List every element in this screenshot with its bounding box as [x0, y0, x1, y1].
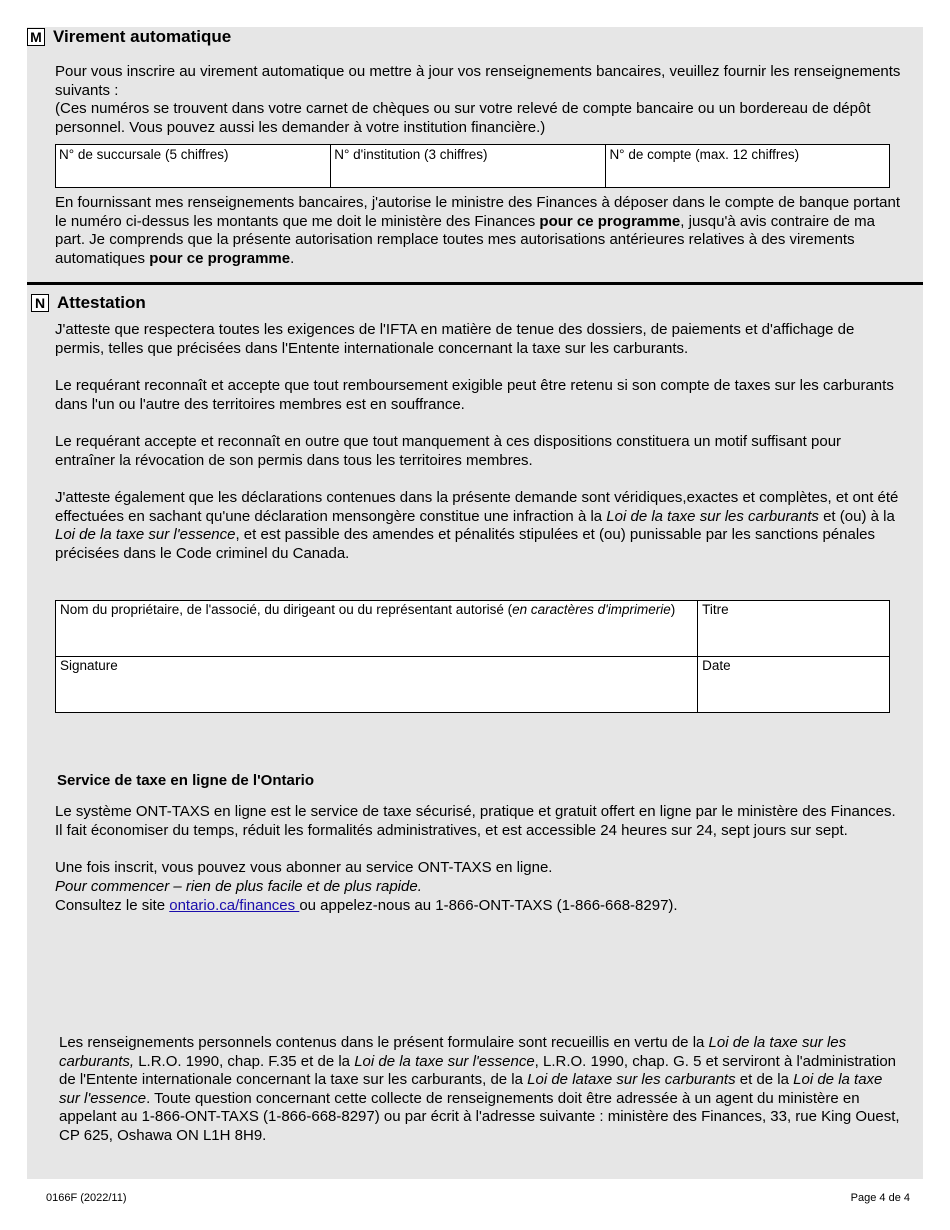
auth-bold-2: pour ce programme [149, 249, 291, 267]
privacy-text-b: L.R.O. 1990, chap. F.35 et de la [134, 1052, 355, 1070]
ontario-finances-link[interactable]: ontario.ca/finances [169, 897, 300, 914]
attestation-paragraph-4 [55, 489, 905, 563]
p4-italic-2: Loi de la taxe sur l'essence [55, 526, 236, 543]
attestation-paragraph-3: Le requérant accepte et reconnaît en outre que tout manquement à ces dispositions constituera un motif suffisant pour entraîner la révocation de son permis dans tous les territoires membres. [55, 433, 842, 469]
privacy-italic-2: Loi de la taxe sur l'essence [354, 1052, 535, 1070]
section-n-heading [31, 293, 146, 313]
online-service-subscribe: Une fois inscrit, vous pouvez vous abonner au service ONT-TAXS en ligne. [55, 859, 553, 876]
privacy-italic-3: Loi de lataxe sur les carburants [527, 1071, 736, 1088]
attestation-paragraph-2: Le requérant reconnaît et accepte que tout remboursement exigible peut être retenu si son compte de taxes sur les carburants dans l'un ou l'autre des territoires membres est en souffrance. [55, 377, 894, 413]
online-service-paragraph: Le système ONT-TAXS en ligne est le service de taxe sécurisé, pratique et gratuit offert en ligne par le ministère des Finances. Il fait économiser du temps, réduit les formalités administratives, et est accessible 24 heures sur 24, sept jours sur sept. [55, 803, 896, 839]
p4-text-a: J'atteste également que les déclarations contenues dans la présente demande sont véridiques,exactes et complètes, et ont été effectuées en sachant qu'une déclaration mensongère constitue une infraction à la [55, 489, 899, 525]
privacy-text-a: Les renseignements personnels contenus dans le présent formulaire sont recueillis en vertu de la [59, 1034, 709, 1051]
signature-label: Signature [60, 658, 118, 673]
auth-text-1: En fournissant mes renseignements bancaires, j'autorise le ministre des Finances à déposer dans le compte de banque portant le numéro ci-dessus les montants que me doit le ministère des Finances [55, 194, 901, 230]
owner-name-label: Nom du propriétaire, de l'associé, du dirigeant ou du représentant autorisé ( [60, 602, 513, 617]
section-m-note: (Ces numéros se trouvent dans votre carnet de chèques ou sur votre relevé de compte bancaire ou un bordereau de dépôt personnel. Vous pouvez aussi les demander à votre institution financière.) [55, 100, 871, 136]
auth-text-2: , jusqu'à avis contraire de ma part. Je comprends que la présente autorisation remplace toutes mes autorisations antérieures relatives à des virements automatiques [55, 212, 875, 267]
title-label: Titre [702, 602, 729, 617]
p4-text-c: , et est passible des amendes et pénalités stipulées et (ou) punissable par les sanctions pénales précisées dans le Code criminel du Canada. [55, 526, 876, 562]
institution-number-label: N° d'institution (3 chiffres) [334, 147, 488, 162]
online-start-italic: Pour commencer – rien de plus facile et de plus rapide. [55, 878, 422, 895]
auth-bold-1: pour ce programme [539, 212, 681, 230]
online-service-start [55, 878, 905, 897]
section-m-authorization [55, 194, 905, 268]
owner-name-label-end: ) [670, 602, 676, 617]
privacy-italic-4: Loi de la taxe sur l'essence [59, 1071, 883, 1107]
section-m-letter: M [27, 28, 45, 46]
page-number: Page 4 de 4 [850, 1192, 910, 1204]
online-service-contact [55, 897, 905, 916]
privacy-italic-1: Loi de la taxe sur les carburants, [59, 1034, 847, 1070]
privacy-text-e: . Toute question concernant cette collecte de renseignements doit être adressée à un agent du ministère en appelant au 1-866-ONT-TAXS (1-866-668-8297) ou par écrit à l'adresse suivante : ministère des Finances, 33, rue King Ouest, CP 625, Oshawa ON L1H 8H9. [59, 1089, 900, 1144]
section-n-letter: N [31, 294, 49, 312]
institution-number-field[interactable] [331, 145, 606, 188]
account-number-field[interactable] [606, 145, 890, 188]
owner-name-label-italic: en caractères d'imprimerie [512, 602, 671, 617]
section-m-intro: Pour vous inscrire au virement automatique ou mettre à jour vos renseignements bancaires, veuillez fournir les renseignements suivants : [55, 63, 901, 99]
p4-text-b: et (ou) à la [818, 507, 895, 525]
branch-number-label: N° de succursale (5 chiffres) [59, 147, 229, 162]
p4-italic-1: Loi de la taxe sur les carburants [606, 507, 819, 525]
section-n-title: Attestation [57, 293, 146, 312]
privacy-text-d: et de la [735, 1071, 794, 1088]
contact-text-a: Consultez le site [55, 897, 170, 914]
privacy-text-c: , L.R.O. 1990, chap. G. 5 et serviront à l'administration de l'Entente internationale concernant la taxe sur les carburants, de la [59, 1052, 897, 1088]
contact-text-b: ou appelez-nous au 1-866-ONT-TAXS (1-866-668-8297). [299, 897, 678, 914]
account-number-label: N° de compte (max. 12 chiffres) [609, 147, 800, 162]
title-field[interactable] [698, 601, 890, 657]
date-field[interactable] [698, 657, 890, 713]
signature-table [55, 600, 890, 713]
attestation-paragraph-1: J'atteste que respectera toutes les exigences de l'IFTA en matière de tenue des dossiers, de paiements et d'affichage de permis, telles que précisées dans l'Entente internationale concernant la taxe sur les carburants. [55, 321, 855, 357]
bank-info-table [55, 144, 890, 188]
form-code: 0166F (2022/11) [46, 1192, 127, 1204]
date-label: Date [702, 658, 731, 673]
auth-text-3: . [290, 249, 295, 267]
signature-field[interactable] [56, 657, 698, 713]
privacy-notice [59, 1034, 904, 1145]
online-service-heading: Service de taxe en ligne de l'Ontario [57, 772, 314, 789]
section-m-title: Virement automatique [53, 27, 232, 46]
section-m-heading [27, 27, 231, 47]
section-divider [27, 282, 923, 285]
branch-number-field[interactable] [56, 145, 331, 188]
owner-name-field[interactable] [56, 601, 698, 657]
